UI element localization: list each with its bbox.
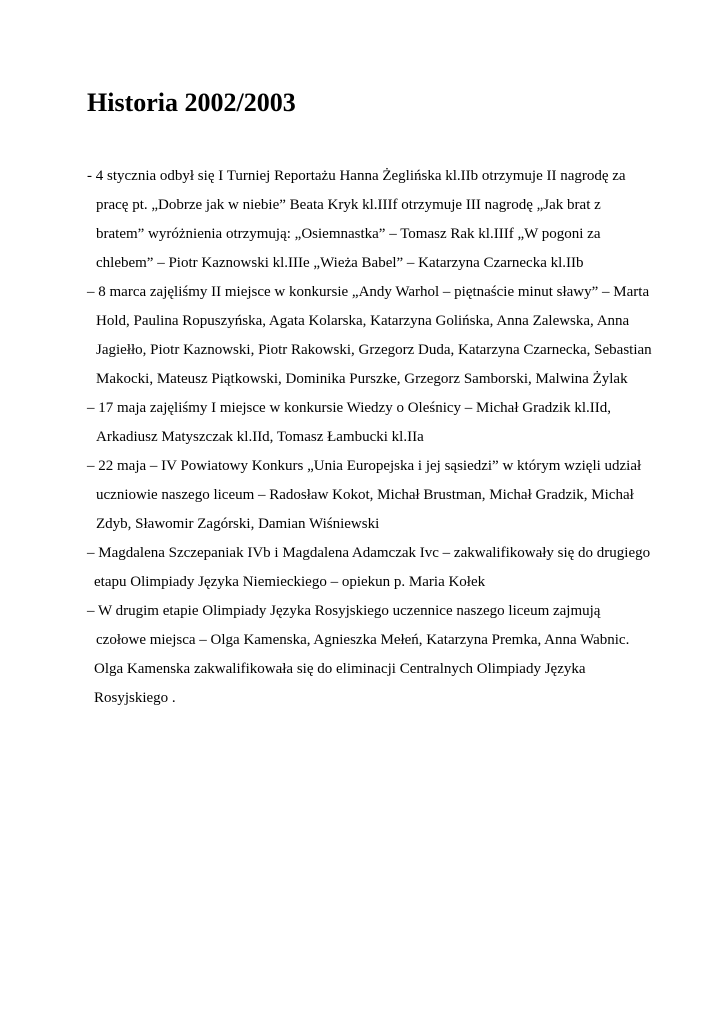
text-line: – 17 maja zajęliśmy I miejsce w konkursie Wiedzy o Oleśnicy – Michał Gradzik kl.IId,	[87, 400, 611, 416]
text-line: Olga Kamenska zakwalifikowała się do eliminacji Centralnych Olimpiady Języka	[94, 661, 586, 677]
text-line: czołowe miejsca – Olga Kamenska, Agnieszka Mełeń, Katarzyna Premka, Anna Wabnic.	[96, 632, 630, 648]
text-line: – 8 marca zajęliśmy II miejsce w konkursie „Andy Warhol – piętnaście minut sławy” – Marta	[87, 284, 650, 300]
page-title: Historia 2002/2003	[87, 88, 296, 117]
text-line: uczniowie naszego liceum – Radosław Kokot, Michał Brustman, Michał Gradzik, Michał	[96, 487, 634, 503]
text-line: Rosyjskiego .	[94, 690, 176, 706]
text-line: – W drugim etapie Olimpiady Języka Rosyjskiego uczennice naszego liceum zajmują	[87, 603, 601, 619]
text-line: chlebem” – Piotr Kaznowski kl.IIIe „Wieża Babel” – Katarzyna Czarnecka kl.IIb	[96, 255, 584, 271]
text-line: Hold, Paulina Ropuszyńska, Agata Kolarska, Katarzyna Golińska, Anna Zalewska, Anna	[96, 313, 630, 329]
text-line: bratem” wyróżnienia otrzymują: „Osiemnastka” – Tomasz Rak kl.IIIf „W pogoni za	[96, 226, 601, 242]
text-line: Zdyb, Sławomir Zagórski, Damian Wiśniewski	[96, 516, 380, 532]
text-line: etapu Olimpiady Języka Niemieckiego – opiekun p. Maria Kołek	[94, 574, 486, 590]
text-line: Arkadiusz Matyszczak kl.IId, Tomasz Łambucki kl.IIa	[96, 429, 424, 445]
text-line: – Magdalena Szczepaniak IVb i Magdalena Adamczak Ivc – zakwalifikowały się do drugiego	[87, 545, 651, 561]
text-line: pracę pt. „Dobrze jak w niebie” Beata Kryk kl.IIIf otrzymuje III nagrodę „Jak brat z	[96, 197, 601, 213]
text-line: Jagiełło, Piotr Kaznowski, Piotr Rakowski, Grzegorz Duda, Katarzyna Czarnecka, Sebastian	[96, 342, 652, 358]
text-line: – 22 maja – IV Powiatowy Konkurs „Unia Europejska i jej sąsiedzi” w którym wzięli udział	[87, 458, 642, 474]
text-line: Makocki, Mateusz Piątkowski, Dominika Purszke, Grzegorz Samborski, Malwina Żylak	[96, 371, 628, 387]
text-line: - 4 stycznia odbył się I Turniej Reportażu Hanna Żeglińska kl.IIb otrzymuje II nagrodę za	[87, 168, 626, 184]
